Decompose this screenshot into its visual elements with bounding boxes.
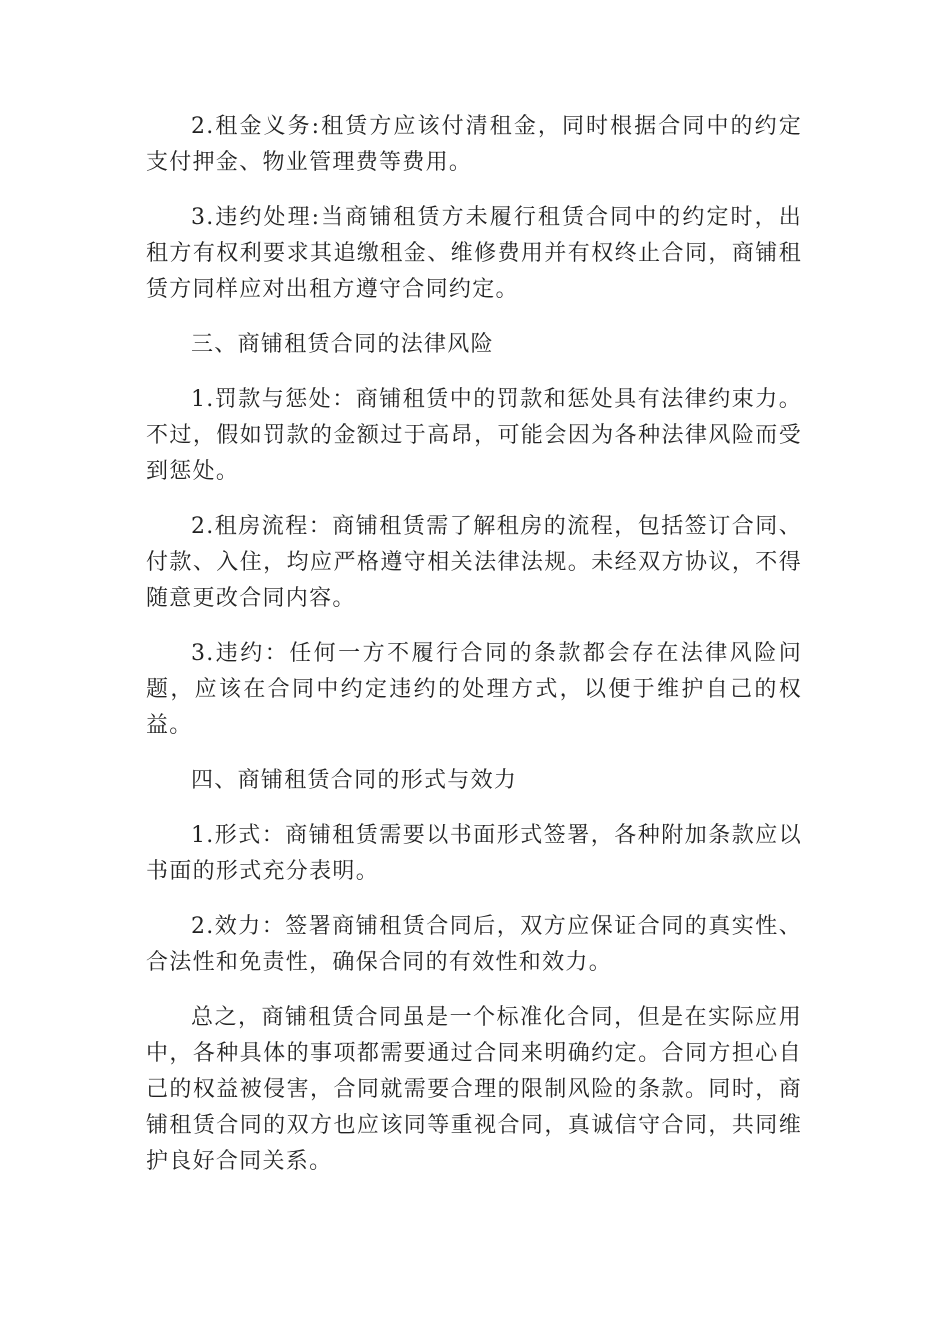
document-body [146, 109, 802, 1199]
paragraph-breach-handling: 3.违约处理:当商铺租赁方未履行租赁合同中的约定时，出租方有权利要求其追缴租金、维修费用并有权终止合同，商铺租赁方同样应对出租方遵守合同约定。 [146, 205, 802, 302]
section-heading-form-validity: 四、商铺租赁合同的形式与效力 [191, 768, 518, 793]
paragraph-form: 1.形式：商铺租赁需要以书面形式签署，各种附加条款应以书面的形式充分表明。 [146, 823, 802, 884]
paragraph-rent-obligation: 2.租金义务:租赁方应该付清租金，同时根据合同中的约定支付押金、物业管理费等费用。 [146, 114, 802, 175]
paragraph-conclusion: 总之，商铺租赁合同虽是一个标准化合同，但是在实际应用中，各种具体的事项都需要通过合同来明确约定。合同方担心自己的权益被侵害，合同就需要合理的限制风险的条款。同时，商铺租赁合同的双方也应该同等重视合同，真诚信守合同，共同维护良好合同关系。 [146, 1005, 802, 1174]
paragraph-breach: 3.违约：任何一方不履行合同的条款都会存在法律风险问题，应该在合同中约定违约的处理方式，以便于维护自己的权益。 [146, 641, 802, 738]
paragraph-fines-penalties: 1.罚款与惩处：商铺租赁中的罚款和惩处具有法律约束力。不过，假如罚款的金额过于高昂，可能会因为各种法律风险而受到惩处。 [146, 387, 802, 484]
paragraph-validity: 2.效力：签署商铺租赁合同后，双方应保证合同的真实性、合法性和免责性，确保合同的有效性和效力。 [146, 914, 802, 975]
section-heading-legal-risks: 三、商铺租赁合同的法律风险 [191, 332, 494, 357]
paragraph-rental-process: 2.租房流程：商铺租赁需了解租房的流程，包括签订合同、付款、入住，均应严格遵守相关法律法规。未经双方协议，不得随意更改合同内容。 [146, 514, 802, 611]
